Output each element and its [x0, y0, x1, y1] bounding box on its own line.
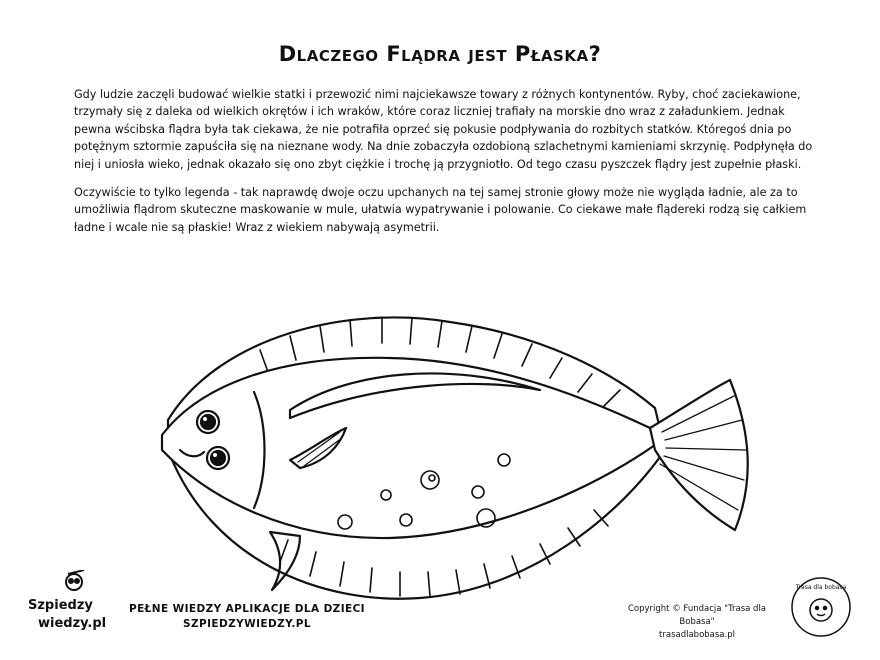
story-text: [74, 86, 814, 247]
paragraph-facts: Oczywiście to tylko legenda - tak naprawdę dwoje oczu upchanych na tej samej stronie głowy może nie wygląda ładnie, ale za to umożliwia flądrom skuteczne maskowanie w mule, ułatwia wypatrywanie i polowanie. Co ciekawe małe flądereki rodzą się całkiem ładne i wcale nie są płaskie! Wraz z wiekiem nabywają asymetrii.: [74, 186, 807, 234]
footer-tagline: [118, 602, 376, 632]
fish-body: [162, 358, 655, 538]
page-title: Dlaczego Flądra jest Płaska?: [278, 42, 602, 66]
badge-text: Trasa dla bobasa: [795, 584, 847, 591]
paragraph-legend: Gdy ludzie zaczęli budować wielkie statki i przewozić nimi najciekawsze towary z różnych kontynentów. Ryby, choć zaciekawione, trzymały się z daleka od wielkich okrętów i ich wraków, które coraz liczniej trafiały na morskie dno wraz z załadunkiem. Jednak pewna wścibska flądra była tak ciekawa, że nie potrafiła oprzeć się pokusie podpływania do rozbitych statków. Któregoś dnia po potężnym sztormie zapuściła się na nieznane wody. Na dnie zobaczyła ozdobioną szlachetnymi kamieniami skrzynię. Podpłynęła do niej i uniosła wieko, jednak okazało się ono zbyt ciężkie i trochę ją przygniotło. Od tego czasu pyszczek flądry jest zupełnie płaski.: [74, 88, 813, 171]
copyright-url[interactable]: trasadlabobasa.pl: [659, 630, 735, 640]
trasa-dla-bobasa-badge-icon: [790, 576, 852, 638]
logo-domain: wiedzy.pl: [38, 616, 107, 631]
tagline-url[interactable]: SZPIEDZYWIEDZY.PL: [183, 618, 311, 630]
tagline-slogan: PEŁNE WIEDZY APLIKACJE DLA DZIECI: [128, 603, 365, 615]
ventral-fin: [270, 532, 300, 590]
flounder-illustration: [150, 300, 790, 630]
copyright-notice: [612, 603, 782, 642]
logo-text: Szpiedzy: [28, 598, 93, 613]
copyright-text: Copyright © Fundacja "Trasa dla Bobasa": [627, 604, 767, 627]
